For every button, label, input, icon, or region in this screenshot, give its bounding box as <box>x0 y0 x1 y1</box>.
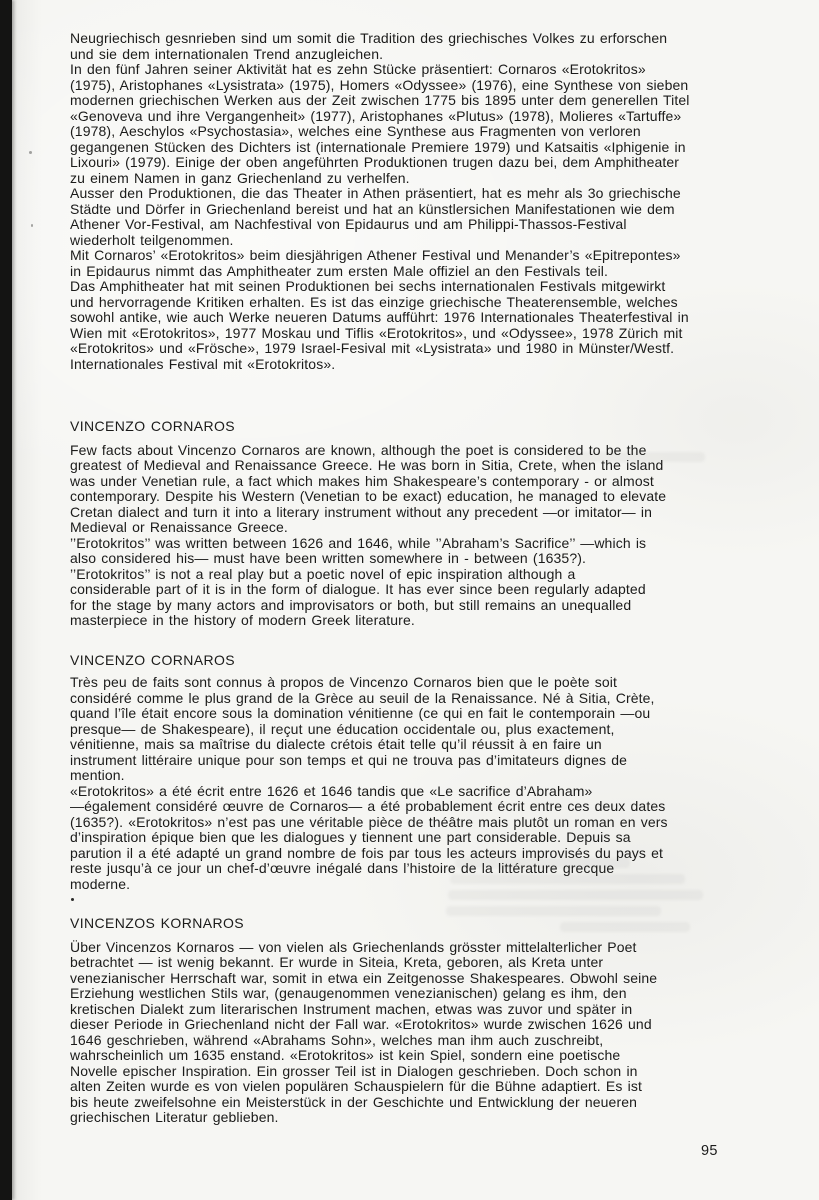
text-line: presque— de Shakespeare), il reçut une éducation occidentale ou, plus exactement, <box>70 720 615 737</box>
text-line: wiederholt teilgenommen. <box>70 231 234 248</box>
page-number: 95 <box>701 1143 718 1159</box>
text-line: «Genoveva und ihre Vergangenheit» (1977), Aristophanes «Plutus» (1978), Molieres «Tartuffe» <box>70 107 682 124</box>
german-intro-paragraphs <box>70 31 779 372</box>
text-line: (1975), Aristophanes «Lysistrata» (1975), Homers «Odyssee» (1976), eine Synthese von sieben <box>70 76 689 93</box>
text-line: In den fünf Jahren seiner Aktivität hat es zehn Stücke präsentiert: Cornaros «Erotokritos» <box>70 61 646 77</box>
text-line: Athener Vor-Festival, am Nachfestival von Epidaurus und am Philippi-Thassos-Festival <box>70 216 627 232</box>
text-line: bis heute zweifelsohne ein Meisterstück in der Geschichte und Entwicklung der neueren <box>70 1093 638 1110</box>
text-line: parution il a été adapté un grand nombre de fois par tous les acteurs improvisés du pays et <box>70 844 664 861</box>
text-line: sowohl antike, wie auch Werke neueren Datums aufführt: 1976 Internationales Theaterfestival in <box>70 309 689 325</box>
text-line: greatest of Medieval and Renaissance Greece. He was born in Sitia, Crete, when the island <box>70 457 664 473</box>
text-line: reste jusqu’à ce jour un chef-d’œuvre inégalé dans l’histoire de la littérature grecque <box>70 860 615 876</box>
text-line: griechischen Literatur geblieben. <box>70 1109 279 1125</box>
text-line: gegangenen Stücken des Dichters ist (internationale Premiere 1979) und Katsaitis «Iphigenie in <box>70 138 686 155</box>
text-line: also considered his— must have been written somewhere in - between (1635?). <box>70 550 587 566</box>
text-line: Medieval or Renaissance Greece. <box>70 519 288 535</box>
english-paragraphs <box>70 443 779 629</box>
text-line: ’’Erotokritos’’ is not a real play but a poetic novel of epic inspiration although a <box>70 565 576 582</box>
text-line: masterpiece in the history of modern Greek literature. <box>70 612 415 628</box>
text-line: Das Amphitheater hat mit seinen Produktionen bei sechs internationalen Festivals mitgewirkt <box>70 278 666 294</box>
text-line: wahrscheinlich um 1635 enstand. «Erotokritos» ist kein Spiel, sondern eine poetische <box>70 1047 621 1063</box>
text-line: Internationales Festival mit «Erotokritos». <box>70 355 336 372</box>
heading-english: VINCENZO CORNAROS <box>70 418 236 434</box>
text-line: modernen griechischen Werken aus der Zeit zwischen 1775 bis 1895 unter dem generellen Titel <box>70 92 690 108</box>
text-line: Lixouri» (1979). Einige der oben angeführten Produktionen trugen dazu bei, dem Amphitheater <box>70 154 680 170</box>
text-line: considéré comme le plus grand de la Grèce au seuil de la Renaissance. Né à Sitia, Crète, <box>70 689 655 706</box>
french-paragraphs <box>70 675 779 892</box>
text-line: ’’Erotokritos’’ was written between 1626 and 1646, while ’’Abraham’s Sacrifice’’ —which is <box>70 534 647 551</box>
heading-french: VINCENZO CORNAROS <box>70 651 236 668</box>
text-line: Mit Cornaros’ «Erotokritos» beim diesjährigen Athener Festival und Menander’s «Epitrepontes» <box>70 247 681 263</box>
text-line: alten Zeiten wurde es von vielen populären Schauspielern für die Bühne adaptiert. Es ist <box>70 1078 642 1094</box>
german-paragraphs <box>70 940 779 1126</box>
text-line: considerable part of it is in the form of dialogue. It has ever since been regularly adapted <box>70 581 646 597</box>
text-line: quand l’île était encore sous la domination vénitienne (ce qui en fait le contemporain —ou <box>70 705 651 721</box>
text-line: Novelle epischer Inspiration. Ein grosser Teil ist in Dialogen geschrieben. Doch schon in <box>70 1062 638 1079</box>
text-line: in Epidaurus nimmt das Amphitheater zum ersten Male offiziel an den Festivals teil. <box>70 262 609 279</box>
text-line: d’inspiration épique bien que les dialogues y tiennent une part considerable. Depuis sa <box>70 829 631 845</box>
text-line: Ausser den Produktionen, die das Theater in Athen präsentiert, hat es mehr als 3o griechische <box>70 185 681 201</box>
text-line: betrachtet — ist wenig bekannt. Er wurde in Siteia, Kreta, geboren, als Kreta unter <box>70 954 604 970</box>
text-line: Über Vincenzos Kornaros — von vielen als Griechenlands grösster mittelalterlicher Poet <box>70 938 637 955</box>
text-line: moderne. <box>70 875 131 892</box>
text-line: Few facts about Vincenzo Cornaros are known, although the poet is considered to be the <box>70 441 647 458</box>
text-line: und sie dem internationalen Trend anzugleichen. <box>70 45 384 62</box>
text-line: venezianischer Herrschaft war, somit in etwa ein Zeitgenosse Shakespeares. Obwohl seine <box>70 969 658 986</box>
text-line: Städte und Dörfer in Griechenland bereist und hat an künstlersichen Manifestationen wie dem <box>70 200 675 217</box>
text-line: «Erotokritos» und «Frösche», 1979 Israel-Fesival mit «Lysistrata» und 1980 in Münster/Westf. <box>70 340 675 356</box>
text-line: «Erotokritos» a été écrit entre 1626 et 1646 tandis que «Le sacrifice d’Abraham» <box>70 782 593 799</box>
text-line: —également considéré œuvre de Cornaros— a été probablement écrit entre ces deux dates <box>70 798 666 814</box>
text-line: Très peu de faits sont connus à propos de Vincenzo Cornaros bien que le poète soit <box>70 674 618 690</box>
text-line: was under Venetian rule, a fact which makes him Shakespeare’s contemporary - or almost <box>70 472 654 489</box>
text-line: instrument littéraire unique pour son temps et qui ne trouva pas d’imitateurs dignes de <box>70 751 628 768</box>
text-line: kretischen Dialekt zum literarischen Instrument machen, etwas was zuvor und später in <box>70 1000 633 1017</box>
text-line: dieser Periode in Griechenland nicht der Fall war. «Erotokritos» wurde zwischen 1626 und <box>70 1016 652 1032</box>
text-line: zu einem Namen in ganz Griechenland zu verhelfen. <box>70 169 410 186</box>
text-line: mention. <box>70 767 125 783</box>
text-line: Erziehung westlichen Stils war, (genaugenommen venezianischen) gelang es ihm, den <box>70 985 627 1001</box>
heading-german: VINCENZOS KORNAROS <box>70 915 244 931</box>
text-line: (1978), Aeschylos «Psychostasia», welches eine Synthese aus Fragmenten von verloren <box>70 123 641 139</box>
text-line: 1646 geschrieben, während «Abrahams Sohn», welches man ihm auch zuschreibt, <box>70 1031 604 1048</box>
text-line: Cretan dialect and turn it into a literary instrument without any precedent —or imitator— in <box>70 503 653 520</box>
text-line: for the stage by many actors and improvisators or both, but still remains an unequalled <box>70 596 632 613</box>
text-line: Wien mit «Erotokritos», 1977 Moskau und Tiflis «Erotokritos», und «Odyssee», 1978 Zürich mit <box>70 324 683 341</box>
text-line: vénitienne, mais sa maîtrise du dialecte crétois était telle qu’il réussit à en faire un <box>70 736 602 752</box>
text-line: (1635?). «Erotokritos» n’est pas une véritable pièce de théâtre mais plutôt un roman en vers <box>70 813 668 830</box>
text-line: und hervorragende Kritiken erhalten. Es ist das einzige griechische Theaterensemble, welches <box>70 293 678 310</box>
text-line: contemporary. Despite his Western (Venetian to be exact) education, he managed to elevate <box>70 488 667 504</box>
text-line: Neugriechisch gesnrieben sind um somit die Tradition des griechisches Volkes zu erforschen <box>70 30 668 46</box>
